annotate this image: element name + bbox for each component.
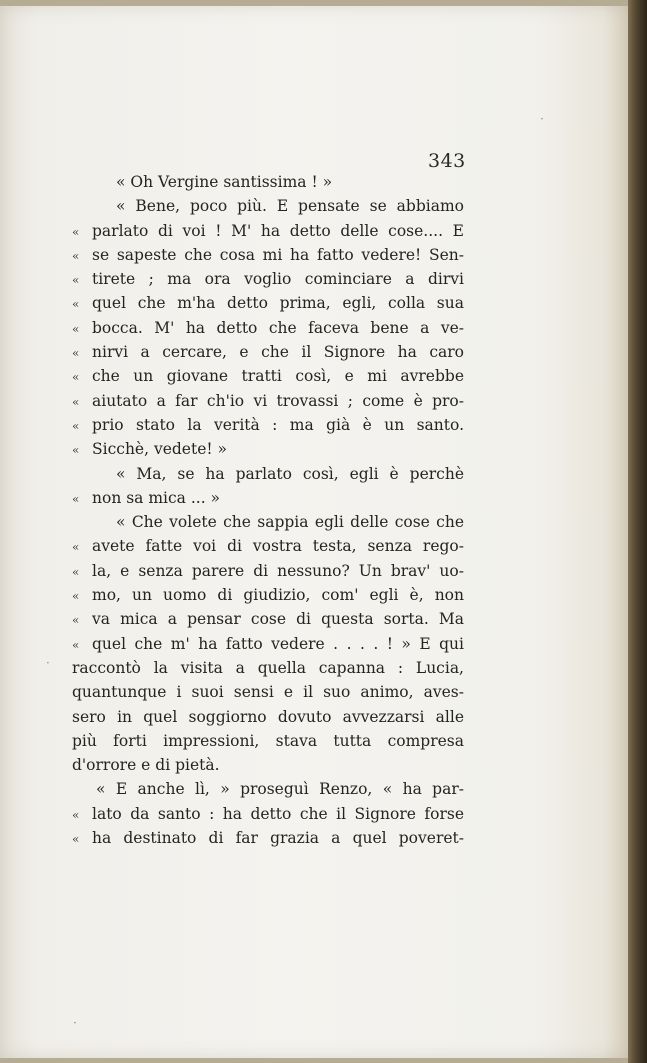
line-text: sero in quel soggiorno dovuto avvezzarsi alle bbox=[72, 707, 464, 726]
text-line bbox=[72, 680, 464, 704]
text-line bbox=[72, 291, 464, 315]
text-line bbox=[72, 826, 464, 850]
quote-mark: « bbox=[72, 394, 80, 409]
line-text: « Ma, se ha parlato così, egli è perchè bbox=[116, 464, 464, 483]
quote-mark: « bbox=[72, 418, 80, 433]
quote-mark: « bbox=[72, 807, 80, 822]
text-line bbox=[72, 534, 464, 558]
line-text: mo, un uomo di giudizio, com' egli è, non bbox=[92, 586, 464, 605]
text-line bbox=[72, 267, 464, 291]
line-text: la, e senza parere di nessuno? Un brav' uo- bbox=[92, 561, 464, 580]
text-line bbox=[72, 486, 464, 510]
text-line bbox=[72, 364, 464, 388]
text-line bbox=[72, 316, 464, 340]
body-text bbox=[72, 170, 464, 850]
quote-mark: « bbox=[72, 589, 80, 604]
line-text: « Oh Vergine santissima ! » bbox=[116, 173, 333, 191]
line-text: ha destinato di far grazia a quel poveret- bbox=[92, 829, 464, 848]
quote-mark: « bbox=[72, 321, 80, 336]
quote-mark: « bbox=[72, 370, 80, 385]
line-text: « Che volete che sappia egli delle cose che bbox=[116, 513, 464, 532]
quote-mark: « bbox=[72, 273, 80, 288]
line-text: parlato di voi ! M' ha detto delle cose.... E bbox=[92, 221, 464, 240]
text-line bbox=[72, 510, 464, 534]
quote-mark: « bbox=[72, 224, 80, 239]
text-line bbox=[72, 413, 464, 437]
text-line bbox=[72, 802, 464, 826]
book-binding-edge bbox=[628, 0, 647, 1063]
line-text: che un giovane tratti così, e mi avrebbe bbox=[92, 367, 464, 386]
text-line bbox=[72, 777, 464, 801]
text-line bbox=[72, 753, 464, 777]
text-line bbox=[72, 656, 464, 680]
line-text: lato da santo : ha detto che il Signore forse bbox=[92, 804, 464, 823]
quote-mark: « bbox=[72, 443, 80, 458]
text-line bbox=[72, 243, 464, 267]
line-text: Sicchè, vedete! » bbox=[92, 440, 228, 459]
quote-mark: « bbox=[72, 613, 80, 628]
line-text: quel che m'ha detto prima, egli, colla sua bbox=[92, 294, 464, 313]
quote-mark: « bbox=[72, 564, 80, 579]
line-text: « E anche lì, » proseguì Renzo, « ha par- bbox=[96, 780, 464, 799]
quote-mark: « bbox=[72, 346, 80, 361]
paper-speck: · bbox=[73, 1016, 77, 1030]
quote-mark: « bbox=[72, 297, 80, 312]
text-line bbox=[72, 340, 464, 364]
text-line bbox=[72, 632, 464, 656]
paper-speck: · bbox=[46, 656, 50, 670]
line-text: quantunque i suoi sensi e il suo animo, aves- bbox=[72, 683, 464, 702]
line-text: tirete ; ma ora voglio cominciare a dirvi bbox=[92, 270, 464, 289]
text-line bbox=[72, 583, 464, 607]
quote-mark: « bbox=[72, 637, 80, 652]
text-line bbox=[72, 170, 464, 194]
text-line bbox=[72, 219, 464, 243]
quote-mark: « bbox=[72, 832, 80, 847]
paper-speck: · bbox=[540, 112, 544, 126]
page-number: 343 bbox=[428, 150, 466, 172]
line-text: aiutato a far ch'io vi trovassi ; come è pro- bbox=[92, 391, 464, 410]
text-line bbox=[72, 607, 464, 631]
quote-mark: « bbox=[72, 540, 80, 555]
line-text: non sa mica ... » bbox=[92, 488, 221, 507]
line-text: va mica a pensar cose di questa sorta. Ma bbox=[92, 610, 464, 629]
line-text: avete fatte voi di vostra testa, senza rego- bbox=[92, 537, 464, 556]
line-text: se sapeste che cosa mi ha fatto vedere! Sen- bbox=[92, 245, 464, 264]
line-text: nirvi a cercare, e che il Signore ha caro bbox=[92, 343, 464, 362]
text-line bbox=[72, 194, 464, 218]
text-line bbox=[72, 559, 464, 583]
line-text: raccontò la visita a quella capanna : Lucia, bbox=[72, 658, 464, 677]
line-text: « Bene, poco più. E pensate se abbiamo bbox=[116, 197, 464, 216]
text-line bbox=[72, 729, 464, 753]
line-text: bocca. M' ha detto che faceva bene a ve- bbox=[92, 318, 464, 337]
text-line bbox=[72, 705, 464, 729]
quote-mark: « bbox=[72, 248, 80, 263]
text-line bbox=[72, 389, 464, 413]
text-line bbox=[72, 437, 464, 461]
line-text: prio stato la verità : ma già è un santo. bbox=[92, 415, 464, 434]
text-line bbox=[72, 462, 464, 486]
line-text: più forti impressioni, stava tutta compresa bbox=[72, 731, 464, 750]
line-text: d'orrore e di pietà. bbox=[72, 756, 220, 775]
quote-mark: « bbox=[72, 491, 80, 506]
line-text: quel che m' ha fatto vedere . . . . ! » E qui bbox=[92, 634, 464, 653]
